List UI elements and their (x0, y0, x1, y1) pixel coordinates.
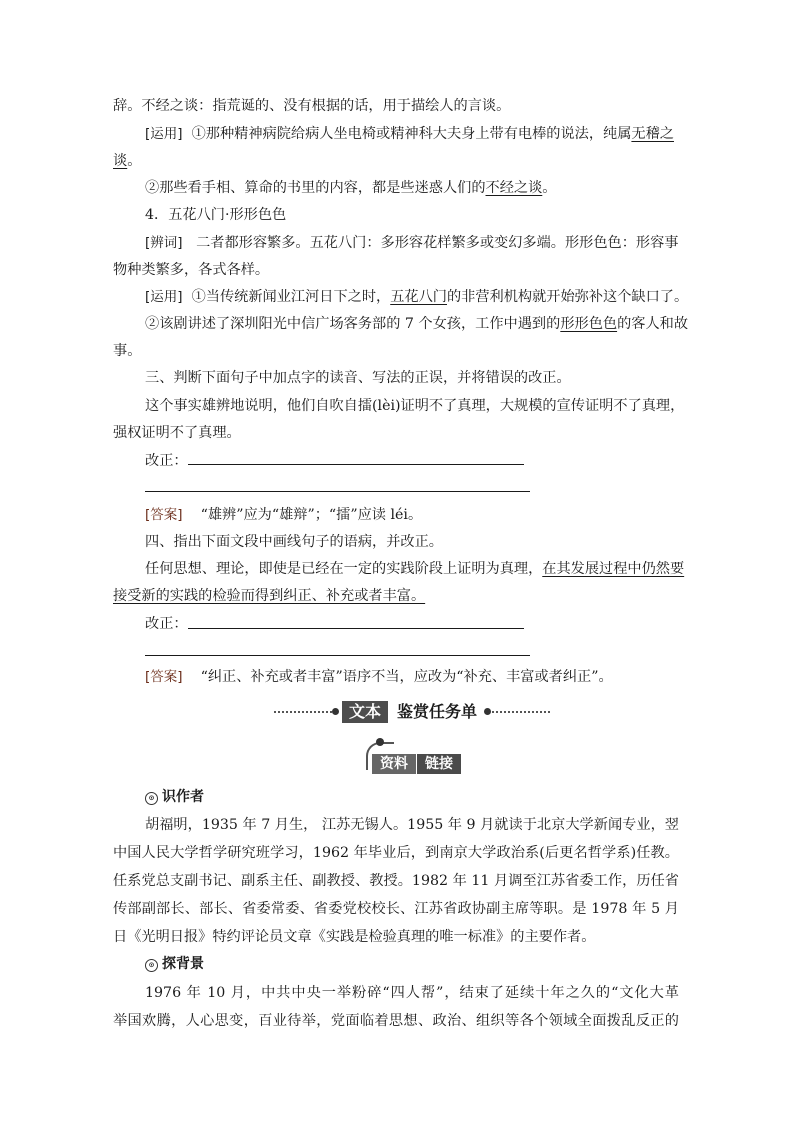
usage-line-1: [运用] ①那种精神病院给病人坐电椅或精神科大夫身上带有电棒的说法，纯属无稽之 (145, 126, 674, 142)
answer-blank-line[interactable] (145, 491, 530, 492)
banner-dot-right (484, 708, 491, 715)
background-text-line: 1976 年 10 月，中共中央一举粉碎“四人帮”，结束了延续十年之久的“文化大革 (145, 985, 679, 1001)
banner-dotted-rule-left (274, 711, 332, 713)
item-heading: 4．五花八门·形形色色 (145, 207, 287, 223)
author-text-line: 中国人民大学哲学研究班学习，1962 年毕业后，到南京大学政治系(后更名哲学系)任教。 (113, 845, 679, 861)
badge-dot-icon (376, 738, 384, 746)
author-text-line: 传部副部长、部长、省委常委、省委党校校长、江苏省政协副主席等职。是 1978 年 5 月 (113, 901, 679, 917)
question-3: 三、判断下面句子中加点字的读音、写法的正误，并将错误的改正。 (145, 370, 571, 386)
underlined-sentence: 在其发展过程中仍然要 (542, 561, 685, 577)
distinguish-tag: [辨词] (145, 235, 183, 251)
answer-blank-line[interactable] (145, 655, 530, 656)
author-text-line: 任系党总支副书记、副系主任、副教授、教授。1982 年 11 月调至江苏省委工作，历任省 (113, 873, 679, 889)
definition-line: 辞。不经之谈：指荒诞的、没有根据的话，用于描绘人的言谈。 (113, 98, 511, 114)
badge-label-1: 资料 (372, 754, 416, 774)
usage-line-2: ②那些看手相、算命的书里的内容，都是些迷惑人们的不经之谈。 (145, 180, 557, 196)
underlined-term: 五花八门 (390, 289, 447, 305)
underlined-term: 形形色色 (560, 316, 618, 332)
answer-blank-line[interactable] (188, 628, 524, 629)
banner-dot-left (332, 708, 339, 715)
author-text-line: 日《光明日报》特约评论员文章《实践是检验真理的唯一标准》的主要作者。 (113, 929, 596, 945)
answer-tag: [答案] (145, 669, 183, 685)
answer-blank-line[interactable] (188, 464, 524, 465)
usage-tag: [运用] (145, 289, 183, 305)
correction-label: 改正： (145, 453, 188, 469)
section-heading-background: ⊙ 探背景 (145, 954, 204, 974)
usage-tag: [运用] (145, 126, 183, 142)
underlined-sentence: 接受新的实践的检验而得到纠正、补充或者丰富。 (113, 588, 426, 604)
circle-icon: ⊙ (145, 959, 158, 972)
banner-title: 鉴赏任务单 (397, 702, 478, 721)
usage-line-3: [运用] ①当传统新闻业江河日下之时，五花八门的非营利机构就开始弥补这个缺口了。 (145, 289, 689, 305)
underlined-term: 不经之谈 (485, 180, 543, 196)
circle-icon: ⊙ (145, 792, 158, 805)
banner-dotted-rule-right (492, 711, 550, 713)
question-3-sentence-cont: 强权证明不了真理。 (113, 425, 241, 441)
question-3-sentence: 这个事实雄辨地说明，他们自吹自擂(lèi)证明不了真理，大规模的宣传证明不了真理， (145, 398, 685, 414)
answer-tag: [答案] (145, 507, 183, 523)
answer-line-1: [答案] “雄辨”应为“雄辩”；“擂”应读 léi。 (145, 507, 423, 523)
distinguish-line: [辨词] 二者都形容繁多。五花八门：多形容花样繁多或变幻多端。形形色色：形容事 (145, 235, 679, 251)
author-text-line: 胡福明，1935 年 7 月生， 江苏无锡人。1955 年 9 月就读于北京大学新闻专业，翌 (145, 817, 679, 833)
distinguish-line-cont: 物种类繁多，各式各样。 (113, 262, 270, 278)
usage-line-4: ②该剧讲述了深圳阳光中信广场客务部的 7 个女孩，工作中遇到的形形色色的客人和故 (145, 316, 689, 332)
answer-line-2: [答案] “纠正、补充或者丰富”语序不当，应改为“补充、丰富或者纠正”。 (145, 669, 613, 685)
question-4-passage-cont (113, 586, 425, 606)
section-banner (270, 700, 550, 724)
usage-line-4-cont: 事。 (113, 343, 142, 359)
correction-label: 改正： (145, 616, 188, 632)
question-4: 四、指出下面文段中画线句子的语病，并改正。 (145, 534, 443, 550)
section-heading-author: ⊙ 识作者 (145, 787, 204, 807)
usage-line-1-cont: 谈。 (113, 153, 142, 169)
underlined-term: 无稽之 (631, 126, 674, 142)
background-text-line: 举国欢腾，人心思变，百业待举，党面临着思想、政治、组织等各个领域全面拨乱反正的 (113, 1013, 679, 1029)
badge-label-2: 链接 (417, 754, 461, 774)
banner-box: 文本 (342, 701, 388, 723)
resource-link-badge (362, 740, 462, 778)
question-4-passage: 任何思想、理论，即使是已经在一定的实践阶段上证明为真理，在其发展过程中仍然要 (145, 561, 685, 577)
